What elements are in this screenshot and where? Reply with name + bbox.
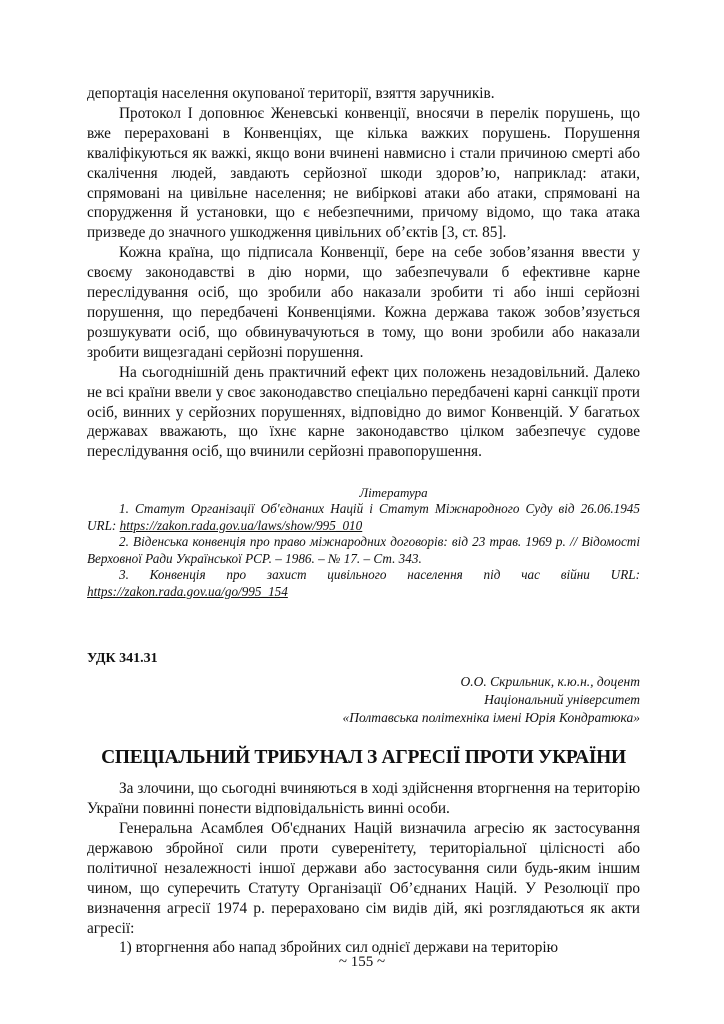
paragraph: Протокол І доповнює Женевські конвенції, вносячи в перелік порушень, що вже перераховані в Конвенціях, ще кілька важких порушень. Порушення кваліфікуються як важкі, якщо вони вчинені навмисно і стали причиною смерті або скалічення людей, завдають серйозної шкоди здоров’ю, наприклад: атаки, спрямовані на цивільне населення; не вибіркові атаки або атаки, спрямовані на спорудження й установки, що є небезпечними, причому відомо, що така атака призведе до значного ушкодження цивільних об’єктів [3, ст. 85]. <box>87 104 640 242</box>
paragraph: Генеральна Асамблея Об'єднаних Націй визначила агресію як застосування державою збройної сили проти суверенітету, територіальної цілісності або політичної незалежності іншої держави або застосування сили будь-яким іншим чином, що суперечить Статуту Організації Об’єднаних Націй. У Резолюції про визначення агресії 1974 р. перераховано сім видів дій, які розглядаються як акти агресії: <box>87 820 640 937</box>
paragraph: На сьогоднішній день практичний ефект цих положень незадовільний. Далеко не всі країни ввели у своє законодавство спеціально передбачені карні санкції проти осіб, винних у серйозних порушеннях, відповідно до вимог Конвенцій. У багатьох державах вважають, що їхнє карне законодавство цілком забезпечує судове переслідування осіб, що вчинили серйозні правопорушення. <box>87 363 640 461</box>
author-institution: Національний університет <box>484 692 640 708</box>
author-block <box>87 673 640 727</box>
author-institution: «Полтавська політехніка імені Юрія Кондратюка» <box>342 710 640 726</box>
author-name: О.О. Скрильник, к.ю.н., доцент <box>460 674 640 690</box>
reference-text: 2. Віденська конвенція про право міжнародних договорів: від 23 трав. 1969 р. // Відомості Верховної Ради Української РСР. – 1986. – № 17. – Ст. 343. <box>87 534 640 566</box>
reference-item <box>87 567 640 600</box>
paragraph: депортація населення окупованої території, взяття заручників. <box>87 85 495 102</box>
top-text-block <box>87 84 640 462</box>
article-text-block <box>87 779 640 958</box>
page-body <box>87 84 640 958</box>
references-title: Література <box>359 485 428 501</box>
reference-text: 3. Конвенція про захист цивільного населення під час війни URL: <box>119 567 640 583</box>
udc-code: УДК 341.31 <box>87 651 158 667</box>
paragraph: Кожна країна, що підписала Конвенції, бере на себе зобов’язання ввести у своєму законодавстві в дію норми, що забезпечували б ефективне карне переслідування осіб, що зробили або наказали зробити ті або інші серйозні порушення, що передбачені Конвенціями. Кожна держава також зобов’язується розшукувати осіб, що обвинувачуються в тому, що вони зробили або наказали зробити вищезгадані серйозні порушення. <box>87 244 640 361</box>
references-section <box>87 484 640 600</box>
reference-link[interactable]: https://zakon.rada.gov.ua/go/995_154 <box>87 583 288 599</box>
reference-link[interactable]: https://zakon.rada.gov.ua/laws/show/995_010 <box>119 517 363 533</box>
reference-item <box>87 501 640 534</box>
paragraph: За злочини, що сьогодні вчиняються в ході здійснення вторгнення на територію України повинні понести відповідальність винні особи. <box>87 780 640 818</box>
page-number: ~ 155 ~ <box>338 954 386 970</box>
paragraph: 1) вторгнення або напад збройних сил однієї держави на територію <box>119 939 559 957</box>
reference-item <box>87 534 640 567</box>
article-title: СПЕЦІАЛЬНИЙ ТРИБУНАЛ З АГРЕСІЇ ПРОТИ УКРАЇНИ <box>101 747 626 769</box>
reference-text: 1. Статут Організації Об'єднаних Націй і Статут Міжнародного Суду від 26.06.1945 URL: <box>87 501 640 533</box>
